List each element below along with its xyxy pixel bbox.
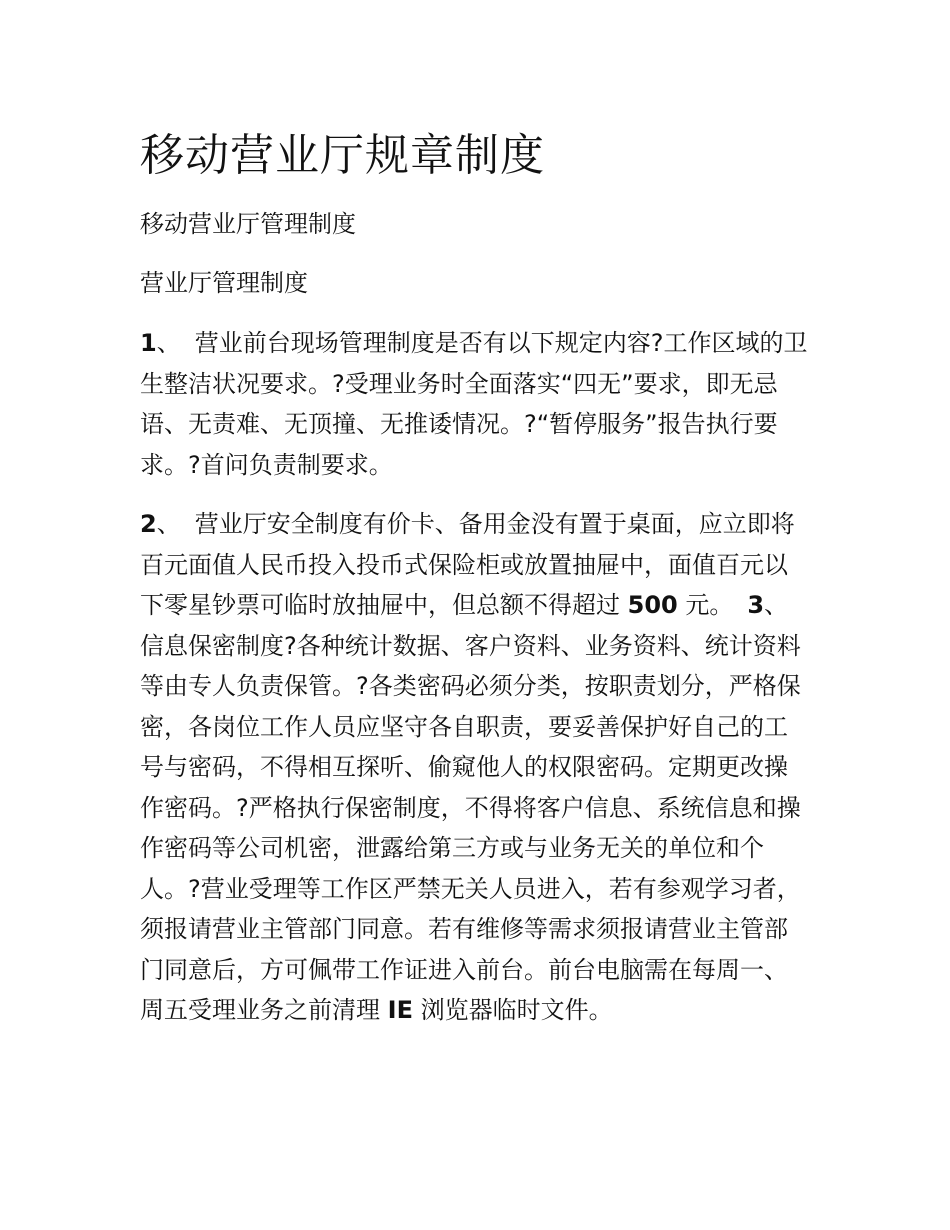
item-2-amount: 500 xyxy=(627,591,678,619)
paragraph-item-2-3 xyxy=(140,504,808,1031)
item-3-separator: 、 xyxy=(764,591,789,619)
item-2-number: 2 xyxy=(140,510,157,538)
item-3-text-a: 信息保密制度?各种统计数据、客户资料、业务资料、统计资料等由专人负责保管。?各类密码必须分类，按职责划分，严格保密，各岗位工作人员应坚守各自职责，要妥善保护好自己的工号与密码，不得相互探听、偷窥他人的权限密码。定期更改操作密码。?严格执行保密制度，不得将客户信息、系统信息和操作密码等公司机密，泄露给第三方或与业务无关的单位和个人。?营业受理等工作区严禁无关人员进入，若有参观学习者，须报请营业主管部门同意。若有维修等需求须报请营业主管部门同意后，方可佩带工作证进入前台。前台电脑需在每周一、周五受理业务之前清理 xyxy=(140,631,801,1024)
item-3-number: 3 xyxy=(747,591,765,619)
item-3-ie: IE xyxy=(387,996,413,1024)
document-title: 移动营业厅规章制度 xyxy=(140,130,545,181)
item-2-text-a: 营业厅安全制度有价卡、备用金没有置于桌面，应立即将百元面值人民币投入投币式保险柜或放置抽屉中，面值百元以下零星钞票可临时放抽屉中，但总额不得超过 xyxy=(140,510,795,619)
item-2-text-b: 元。 xyxy=(685,591,734,619)
section-heading-1: 移动营业厅管理制度 xyxy=(140,210,356,238)
item-3-text-b: 浏览器临时文件。 xyxy=(420,996,613,1024)
section-heading-2: 营业厅管理制度 xyxy=(140,269,308,297)
item-2-separator: 、 xyxy=(156,510,181,538)
item-1-number: 1 xyxy=(140,329,157,357)
item-1-text: 营业前台现场管理制度是否有以下规定内容?工作区域的卫生整洁状况要求。?受理业务时全面落实“四无”要求，即无忌语、无责难、无顶撞、无推诿情况。?“暂停服务”报告执行要求。?首问负责制要求。 xyxy=(140,329,808,479)
item-1-separator: 、 xyxy=(156,329,181,357)
paragraph-item-1 xyxy=(140,323,808,485)
